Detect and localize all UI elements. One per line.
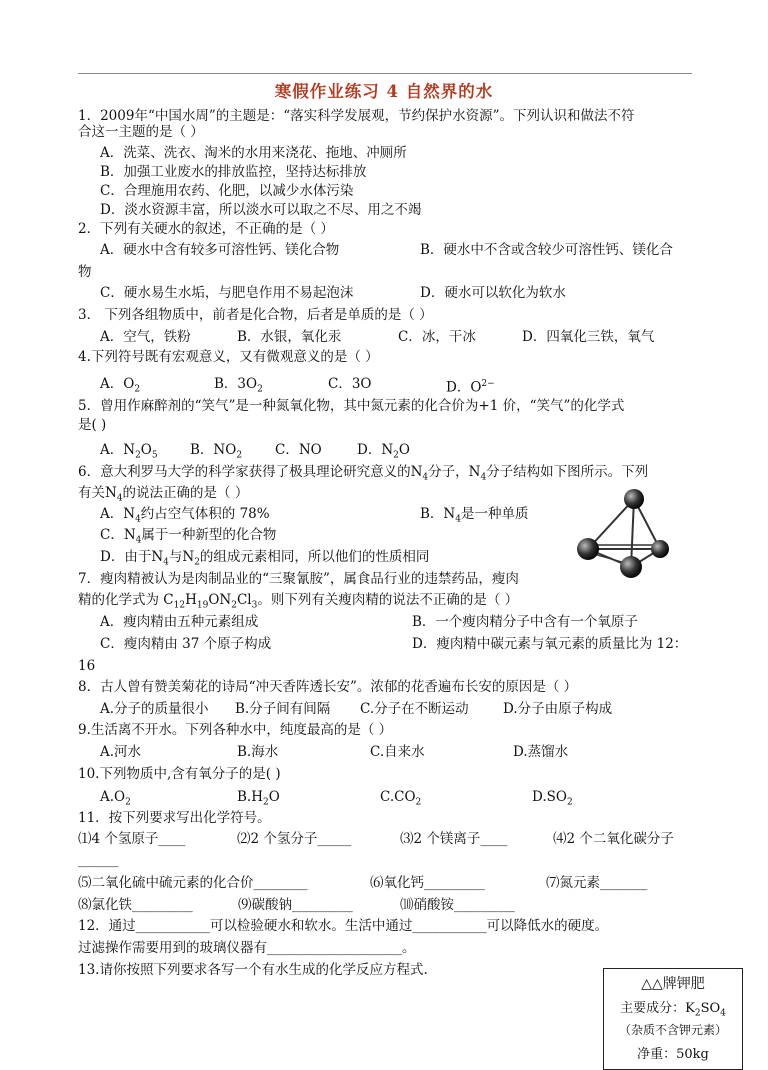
- q8-option-c: C.分子在不断运动: [360, 701, 469, 717]
- header-rule: [78, 73, 692, 74]
- q3-option-a: A．空气，铁粉: [100, 329, 191, 345]
- q2-option-a: A．硬水中含有较多可溶性钙、镁化合物: [100, 242, 340, 258]
- q4-option-a: A．$O_2$: [100, 376, 141, 395]
- q2-option-c: C．硬水易生水垢，与肥皂作用不易起泡沫: [100, 285, 354, 301]
- q11-item-7: ⑺氮元素_______: [546, 875, 648, 891]
- q1-option-b: B．加强工业废水的排放监控，坚持达标排放: [100, 164, 367, 180]
- q5-option-d: D．$N_2O$: [357, 442, 410, 461]
- n-atom-bottom: [620, 556, 642, 578]
- q7-option-b: B．一个瘦肉精分子中含有一个氧原子: [412, 614, 638, 630]
- q9-option-c: C.自来水: [370, 744, 425, 760]
- q10-option-b: $B.H_2O$: [237, 789, 280, 808]
- q3-option-b: B．水银，氧化汞: [237, 329, 342, 345]
- q11-item-5: ⑸二氧化硫中硫元素的化合价________: [78, 875, 308, 891]
- q12-line-2: 过滤操作需要用到的玻璃仪器有____________________。: [78, 940, 416, 956]
- q1-stem-cont: 合这一主题的是（ ）: [78, 124, 204, 140]
- q11-item-4: ⑷2 个二氧化碳分子: [553, 831, 674, 847]
- q4-option-b: B．$3O_2$: [214, 376, 263, 395]
- q8-stem: 8．古人曾有赞美菊花的诗局“冲天香阵透长安”。浓郁的花香遍布长安的原因是（ ）: [78, 679, 578, 695]
- q4-option-d: D．$O^{2-}$: [446, 379, 495, 396]
- q9-option-d: D.蒸馏水: [513, 744, 569, 760]
- q10-option-a: $A.O_2$: [100, 789, 131, 808]
- q6-option-a: A．$N_4$约占空气体积的 78%: [100, 506, 270, 525]
- n4-bonds: [588, 499, 660, 567]
- q13-stem: 13.请你按照下列要求各写一个有水生成的化学反应方程式.: [78, 962, 428, 978]
- q4-stem: 4.下列符号既有宏观意义，又有微观意义的是（ ）: [78, 349, 379, 365]
- q11-item-1: ⑴4 个氢原子____: [78, 831, 186, 847]
- q5-option-b: B．$NO_2$: [190, 442, 243, 461]
- q11-item-8: ⑻氯化铁_________: [78, 897, 193, 913]
- q7-option-d: D．瘦肉精中碳元素与氧元素的质量比为 12：: [412, 636, 688, 652]
- q2-option-b: B．硬水中不含或含较少可溶性钙、镁化合: [420, 242, 673, 258]
- n-atom-right: [651, 540, 669, 558]
- q11-item-6: ⑹氧化钙_________: [370, 875, 485, 891]
- fertilizer-weight: 净重：50kg: [637, 1047, 709, 1062]
- q7-option-d-cont: 16: [78, 658, 96, 674]
- q10-stem: 10.下列物质中,含有氧分子的是( ): [78, 766, 281, 782]
- q1-stem: 1．2009年“中国水周”的主题是：“落实科学发展观，节约保护水资源”。下列认识和做法不符: [78, 108, 635, 124]
- q5-stem-cont: 是( ): [78, 417, 107, 433]
- q8-option-d: D.分子由原子构成: [503, 701, 613, 717]
- q7-stem: 7．瘦肉精被认为是肉制品业的“三聚氰胺”，属食品行业的违禁药品，瘦肉: [78, 571, 519, 587]
- q1-option-a: A．洗菜、洗衣、淘米的水用来浇花、拖地、冲厕所: [100, 145, 407, 161]
- q1-option-c: C．合理施用农药、化肥，以减少水体污染: [100, 183, 354, 199]
- q12-line-1: 12．通过___________可以检验硬水和软水。生活中通过___________可以降低水的硬度。: [78, 918, 609, 934]
- q3-option-c: C．冰，干冰: [398, 329, 476, 345]
- page-title: 寒假作业练习 4 自然界的水: [274, 82, 494, 101]
- q3-stem: 3． 下列各组物质中，前者是化合物，后者是单质的是（ ）: [78, 307, 433, 323]
- q6-stem: 6．意大利罗马大学的科学家获得了极具理论研究意义的$N_4$分子，$N_4$分子结构如下图所示。下列: [78, 464, 649, 483]
- q11-item-2: ⑵2 个氢分子_____: [237, 831, 352, 847]
- q10-option-c: $C.CO_2$: [380, 789, 422, 808]
- q11-item-4-cont: ______: [78, 852, 119, 868]
- q5-stem: 5．曾用作麻醉剂的“笑气”是一种氮氧化物，其中氮元素的化合价为+1 价，“笑气”的化学式: [78, 398, 625, 414]
- q2-option-b-cont: 物: [78, 264, 92, 280]
- q6-option-b: B．$N_4$是一种单质: [420, 506, 529, 525]
- q6-option-c: C．$N_4$属于一种新型的化合物: [100, 527, 277, 546]
- q4-option-c: C．3O: [328, 376, 372, 392]
- q2-option-d: D．硬水可以软化为软水: [420, 285, 566, 301]
- n-atom-top: [624, 489, 644, 509]
- q5-option-c: C．NO: [275, 442, 322, 458]
- q11-item-9: ⑼碳酸钠_________: [238, 897, 353, 913]
- q11-item-3: ⑶2 个镁离子____: [400, 831, 508, 847]
- q9-option-a: A.河水: [100, 744, 142, 760]
- q7-stem-cont: 精的化学式为 $C_{12}H_{19}ON_2Cl_3$。则下列有关瘦肉精的说法不正确的是（ ）: [78, 592, 519, 611]
- n4-molecule-diagram: [572, 487, 672, 579]
- q11-stem: 11．按下列要求写出化学符号。: [78, 810, 271, 826]
- q7-option-a: A．瘦肉精由五种元素组成: [100, 614, 259, 630]
- q10-option-d: $D.SO_2$: [532, 789, 573, 808]
- q8-option-a: A.分子的质量很小: [100, 701, 209, 717]
- n-atom-left: [577, 538, 599, 560]
- q11-item-10: ⑽硝酸铵_________: [400, 897, 515, 913]
- q3-option-d: D．四氧化三铁，氧气: [522, 329, 655, 345]
- fertilizer-note: （杂质不含钾元素）: [618, 1023, 727, 1037]
- fertilizer-brand: △△牌钾肥: [641, 976, 705, 992]
- q6-option-d: D．由于$N_4$与$N_2$的组成元素相同，所以他们的性质相同: [100, 549, 430, 568]
- q9-option-b: B.海水: [237, 744, 279, 760]
- q1-option-d: D．淡水资源丰富，所以淡水可以取之不尽、用之不竭: [100, 202, 422, 218]
- q5-option-a: A．$N_2O_5$: [100, 442, 158, 461]
- q2-stem: 2．下列有关硬水的叙述，不正确的是（ ）: [78, 221, 334, 237]
- q6-stem-cont: 有关$N_4$的说法正确的是（ ）: [78, 485, 249, 504]
- q8-option-b: B.分子间有间隔: [235, 701, 331, 717]
- q9-stem: 9.生活离不开水。下列各种水中，纯度最高的是（ ）: [78, 722, 393, 738]
- fertilizer-ingredient: 主要成分：$K_2SO_4$: [620, 1001, 726, 1019]
- q7-option-c: C．瘦肉精由 37 个原子构成: [100, 636, 272, 652]
- fertilizer-label-box: [603, 968, 743, 1070]
